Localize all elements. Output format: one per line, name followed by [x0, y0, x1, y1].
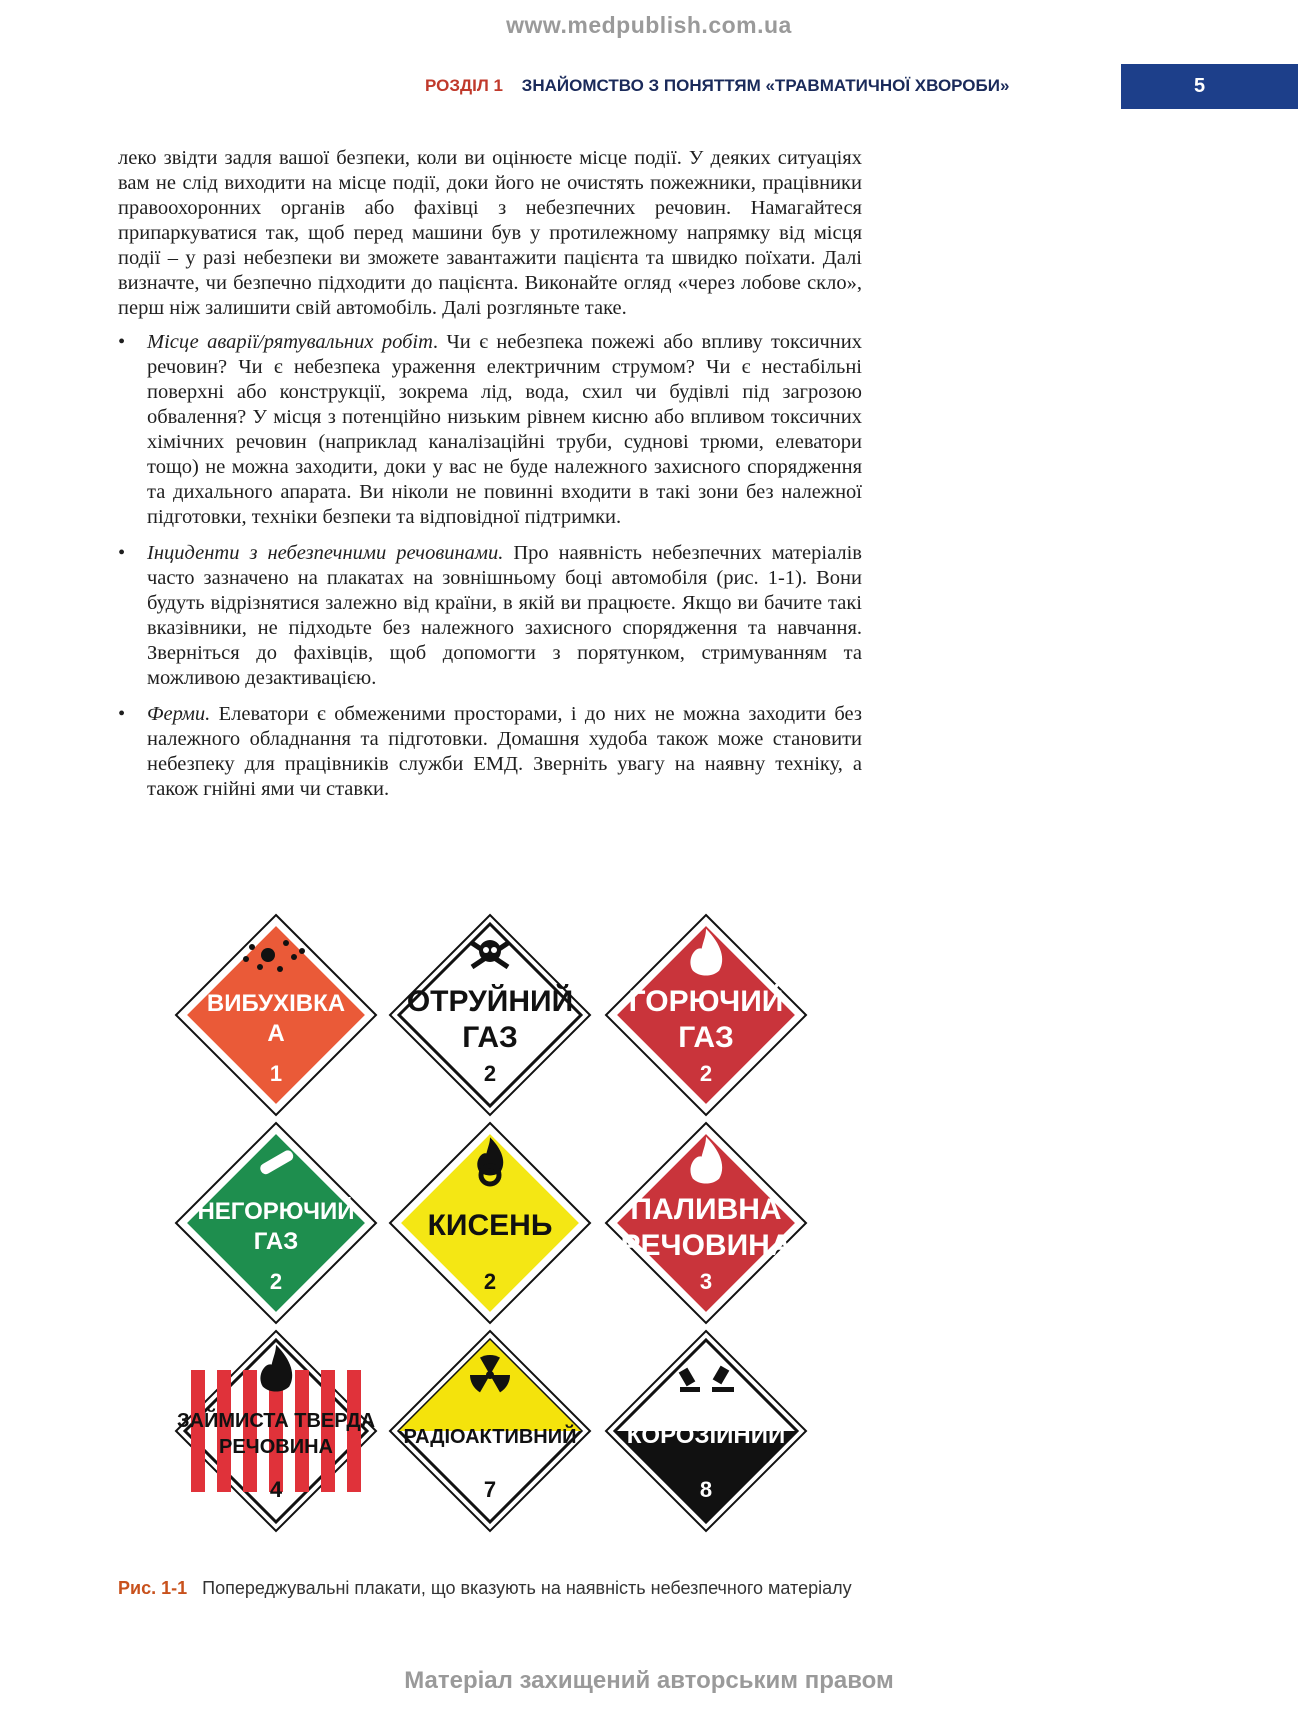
placard-label: ПАЛИВНА: [630, 1193, 782, 1226]
placard-label: РЕЧОВИНА: [219, 1436, 333, 1458]
placard-label: РЕЧОВИНА: [620, 1229, 792, 1262]
bullet-lead: Ферми.: [147, 703, 211, 725]
placard-label: РАДІОАКТИВНИЙ: [403, 1426, 577, 1448]
hazmat-placards-figure: [164, 905, 824, 1545]
running-head: [425, 76, 1009, 96]
bullet-icon: •: [118, 542, 126, 564]
list-item: [118, 330, 862, 530]
placard-class-number: 1: [269, 1061, 283, 1086]
placard-class-number: 4: [269, 1477, 283, 1502]
bullet-text: . Чи є небезпека пожежі або впливу токсичних речовин? Чи є небезпека ураження електричним струмом? Чи є нестабільні поверхні або конструкції, зокрема лід, вода, схил чи будівлі під загрозою обвалення? У місця з потенційно низьким рівнем кисню або впливом токсичних хімічних речовин (наприклад каналізаційні труби, суднові трюми, елеватори тощо) не можна заходити, доки у вас не буде належного захисного спорядження та дихального апарата. Ви ніколи не повинні входити в такі зони без належної підготовки, техніки безпеки та відповідної підтримки.: [147, 331, 863, 528]
hazard-placard: [606, 1123, 806, 1323]
intro-paragraph: леко звідти задля вашої безпеки, коли ви оцінюєте місце події. У деяких ситуаціях вам не слід виходити на місце події, доки його не очистять пожежники, працівники правоохоронних органів або фахівці з небезпечних речовин. Намагайтеся припаркуватися так, щоб перед машини був у протилежному напрямку від місця події – у разі небезпеки ви зможете завантажити пацієнта та швидко поїхати. Далі визначте, чи безпечно підходити до пацієнта. Виконайте огляд «через лобове скло», перш ніж залишити свій автомобіль. Далі розгляньте таке.: [118, 147, 862, 319]
hazard-placard: [176, 1331, 376, 1531]
placard-label: ГОРЮЧИЙ: [628, 985, 784, 1018]
hazard-placard: [606, 1331, 806, 1531]
list-item: [118, 541, 862, 691]
list-item: [118, 702, 862, 802]
placard-label: ГАЗ: [462, 1021, 518, 1054]
placard-class-number: 2: [483, 1269, 497, 1294]
placard-label: ГАЗ: [678, 1021, 734, 1054]
placard-label: ГАЗ: [253, 1228, 299, 1255]
hazard-placard: [390, 1123, 590, 1323]
page-number: 5: [1193, 75, 1206, 97]
hazard-placard: [176, 1123, 376, 1323]
placard-class-number: 3: [699, 1269, 713, 1294]
page-number-tab: [1121, 64, 1298, 109]
placard-class-number: 2: [699, 1061, 713, 1086]
hazard-placard: [176, 915, 376, 1115]
bullet-icon: •: [118, 331, 126, 353]
placard-label: А: [267, 1020, 285, 1047]
body-text: [118, 146, 862, 813]
hazard-placard: [390, 915, 590, 1115]
placard-label: ОТРУЙНИЙ: [406, 985, 574, 1018]
bullet-text: Про наявність небезпечних матеріалів часто зазначено на плакатах на зовнішньому боці автомобіля (рис. 1-1). Вони будуть відрізнятися залежно від країни, в якій ви працюєте. Якщо ви бачите такі вказівники, не підходьте без належного захисного спорядження та навчання. Зверніться до фахівців, щоб допомогти з порятунком, стримуванням та можливою дезактивацією.: [147, 542, 862, 689]
site-url[interactable]: www.medpublish.com.ua: [506, 12, 792, 38]
placard-label: ЗАЙМИСТА ТВЕРДА: [176, 1410, 376, 1432]
bullet-lead: Місце аварії/рятувальних робіт: [147, 331, 433, 353]
placards-grid: [164, 905, 824, 1545]
copyright-notice: Матеріал захищений авторським правом: [404, 1667, 894, 1694]
caption-text: Попереджувальні плакати, що вказують на наявність небезпечного матеріалу: [202, 1578, 852, 1598]
placard-label: КИСЕНЬ: [427, 1209, 553, 1242]
placard-class-number: 8: [699, 1477, 713, 1502]
placard-class-number: 2: [483, 1061, 497, 1086]
placard-class-number: 7: [483, 1477, 497, 1502]
bullet-list: [118, 330, 862, 802]
placard-label: КОРОЗІЙНИЙ: [626, 1422, 786, 1449]
bullet-lead: Інциденти з небезпечними речовинами.: [147, 542, 504, 564]
hazard-placard: [606, 915, 806, 1115]
bullet-text: Елеватори є обмеженими просторами, і до них не можна заходити без належного обладнання та підготовки. Домашня худоба також може становити небезпеку для працівників служби ЕМД. Зверніть увагу на наявну техніку, а також гнійні ями чи ставки.: [147, 703, 862, 800]
figure-caption: [118, 1578, 852, 1599]
section-label: РОЗДІЛ 1: [425, 76, 503, 95]
placard-class-number: 2: [269, 1269, 283, 1294]
hazard-placard: [390, 1331, 590, 1531]
placard-label: НЕГОРЮЧИЙ: [197, 1198, 355, 1225]
placard-label: ВИБУХІВКА: [206, 990, 346, 1017]
chapter-title: ЗНАЙОМСТВО З ПОНЯТТЯМ «ТРАВМАТИЧНОЇ ХВОРОБИ»: [521, 76, 1010, 95]
caption-label: Рис. 1-1: [118, 1578, 188, 1598]
bullet-icon: •: [118, 703, 126, 725]
